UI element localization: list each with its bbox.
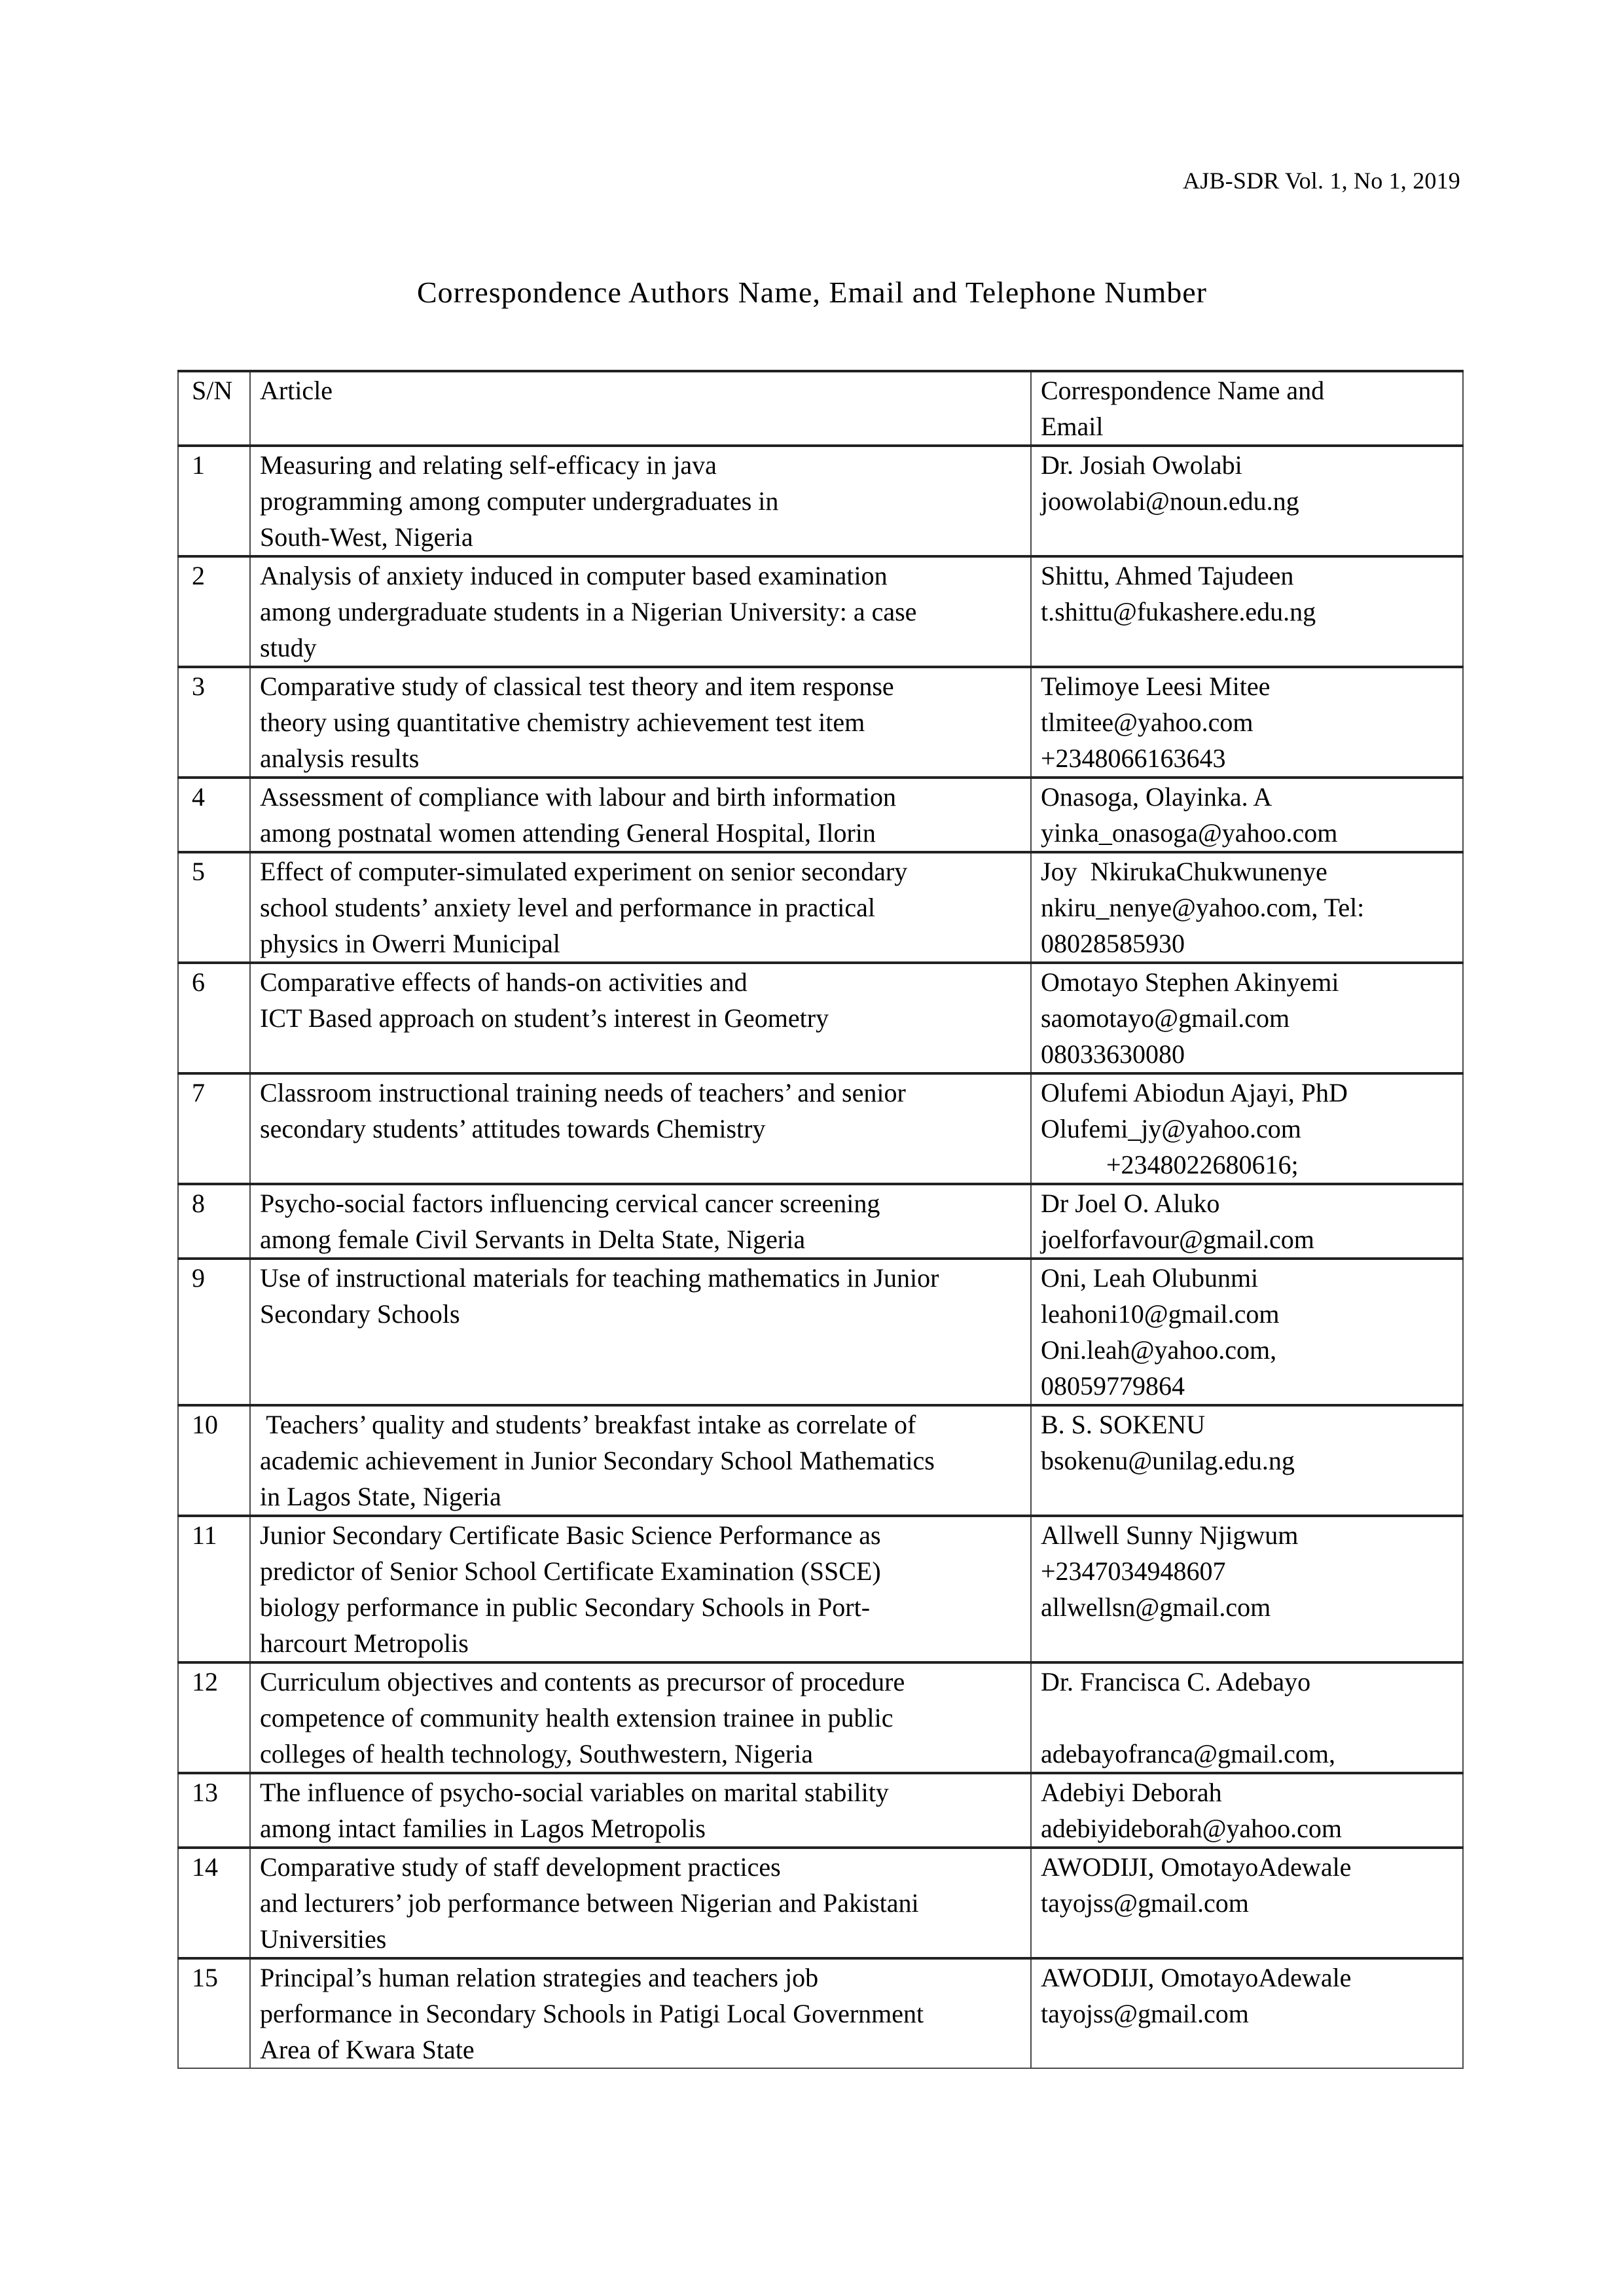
serial-number: 8 bbox=[178, 1184, 250, 1259]
author-name: Dr. Josiah Owolabi bbox=[1041, 450, 1242, 480]
serial-number: 12 bbox=[178, 1662, 250, 1773]
serial-number: 11 bbox=[178, 1516, 250, 1662]
article-line: Analysis of anxiety induced in computer based examination bbox=[260, 561, 888, 590]
article-title bbox=[250, 556, 1031, 667]
serial-number: 7 bbox=[178, 1073, 250, 1184]
correspondence-details bbox=[1031, 1662, 1463, 1773]
article-title bbox=[250, 1073, 1031, 1184]
serial-number: 14 bbox=[178, 1848, 250, 1958]
author-name: Allwell Sunny Njigwum bbox=[1041, 1520, 1299, 1550]
article-line: Comparative study of staff development practices bbox=[260, 1852, 781, 1882]
article-line: performance in Secondary Schools in Patigi Local Government bbox=[260, 1999, 924, 2028]
article-line: colleges of health technology, Southwestern, Nigeria bbox=[260, 1739, 813, 1768]
article-line: academic achievement in Junior Secondary School Mathematics bbox=[260, 1446, 935, 1475]
article-line: Use of instructional materials for teaching mathematics in Junior bbox=[260, 1263, 939, 1293]
table-row bbox=[178, 1259, 1463, 1405]
header-correspondence-line: Email bbox=[1041, 412, 1104, 441]
correspondence-details bbox=[1031, 852, 1463, 963]
author-phone: +2348066163643 bbox=[1041, 744, 1226, 773]
header-correspondence-line: Correspondence Name and bbox=[1041, 376, 1325, 405]
article-line: Junior Secondary Certificate Basic Science Performance as bbox=[260, 1520, 881, 1550]
serial-number: 4 bbox=[178, 778, 250, 852]
table-row bbox=[178, 1958, 1463, 2068]
author-phone: 08059779864 bbox=[1041, 1371, 1185, 1401]
article-line: programming among computer undergraduates in bbox=[260, 486, 779, 516]
article-line: competence of community health extension trainee in public bbox=[260, 1703, 893, 1732]
author-name: B. S. SOKENU bbox=[1041, 1410, 1206, 1439]
header-correspondence bbox=[1031, 371, 1463, 446]
author-phone: 08033630080 bbox=[1041, 1039, 1185, 1069]
article-title bbox=[250, 1184, 1031, 1259]
article-title bbox=[250, 1773, 1031, 1848]
article-line: South-West, Nigeria bbox=[260, 522, 473, 552]
author-email: Olufemi_jy@yahoo.com bbox=[1041, 1114, 1301, 1143]
author-email: joelforfavour@gmail.com bbox=[1041, 1225, 1314, 1254]
author-email: adebayofranca@gmail.com, bbox=[1041, 1739, 1335, 1768]
author-phone: 08028585930 bbox=[1041, 929, 1185, 958]
correspondence-details bbox=[1031, 1848, 1463, 1958]
article-title bbox=[250, 1405, 1031, 1516]
author-email: yinka_onasoga@yahoo.com bbox=[1041, 818, 1338, 848]
author-name: Adebiyi Deborah bbox=[1041, 1778, 1222, 1807]
table-row bbox=[178, 963, 1463, 1073]
article-line: harcourt Metropolis bbox=[260, 1628, 469, 1658]
author-name: AWODIJI, OmotayoAdewale bbox=[1041, 1852, 1352, 1882]
correspondence-details bbox=[1031, 1184, 1463, 1259]
serial-number: 5 bbox=[178, 852, 250, 963]
author-name: Dr. Francisca C. Adebayo bbox=[1041, 1667, 1311, 1696]
author-email: saomotayo@gmail.com bbox=[1041, 1003, 1290, 1033]
serial-number: 10 bbox=[178, 1405, 250, 1516]
table-row bbox=[178, 1773, 1463, 1848]
article-line: predictor of Senior School Certificate Examination (SSCE) bbox=[260, 1556, 881, 1586]
article-title bbox=[250, 1848, 1031, 1958]
article-line: school students’ anxiety level and performance in practical bbox=[260, 893, 875, 922]
running-header: AJB-SDR Vol. 1, No 1, 2019 bbox=[1183, 168, 1460, 194]
author-email: Oni.leah@yahoo.com, bbox=[1041, 1335, 1277, 1365]
article-line: study bbox=[260, 633, 317, 662]
article-line: among undergraduate students in a Nigerian University: a case bbox=[260, 597, 917, 626]
author-name: Onasoga, Olayinka. A bbox=[1041, 782, 1272, 812]
correspondence-details bbox=[1031, 1958, 1463, 2068]
correspondence-details bbox=[1031, 556, 1463, 667]
article-title bbox=[250, 778, 1031, 852]
serial-number: 13 bbox=[178, 1773, 250, 1848]
article-title bbox=[250, 446, 1031, 556]
article-line: analysis results bbox=[260, 744, 420, 773]
serial-number: 9 bbox=[178, 1259, 250, 1405]
table-row bbox=[178, 1516, 1463, 1662]
author-email: leahoni10@gmail.com bbox=[1041, 1299, 1280, 1329]
article-line: Universities bbox=[260, 1924, 387, 1954]
article-line: among intact families in Lagos Metropolis bbox=[260, 1814, 706, 1843]
author-email: adebiyideborah@yahoo.com bbox=[1041, 1814, 1343, 1843]
article-line: secondary students’ attitudes towards Chemistry bbox=[260, 1114, 766, 1143]
author-name: Olufemi Abiodun Ajayi, PhD bbox=[1041, 1078, 1348, 1107]
article-line: theory using quantitative chemistry achievement test item bbox=[260, 708, 865, 737]
serial-number: 6 bbox=[178, 963, 250, 1073]
author-phone: +2347034948607 bbox=[1041, 1556, 1226, 1586]
table-row bbox=[178, 778, 1463, 852]
author-email: nkiru_nenye@yahoo.com, Tel: bbox=[1041, 893, 1365, 922]
article-line: Effect of computer-simulated experiment on senior secondary bbox=[260, 857, 908, 886]
correspondence-details bbox=[1031, 963, 1463, 1073]
author-name: Telimoye Leesi Mitee bbox=[1041, 672, 1271, 701]
article-line: and lecturers’ job performance between Nigerian and Pakistani bbox=[260, 1888, 919, 1918]
article-title bbox=[250, 1958, 1031, 2068]
correspondence-table bbox=[177, 370, 1464, 2069]
correspondence-details bbox=[1031, 1516, 1463, 1662]
table-row bbox=[178, 1184, 1463, 1259]
author-email: joowolabi@noun.edu.ng bbox=[1041, 486, 1299, 516]
author-name: Dr Joel O. Aluko bbox=[1041, 1189, 1220, 1218]
table-header-row bbox=[178, 371, 1463, 446]
author-name: Omotayo Stephen Akinyemi bbox=[1041, 967, 1339, 997]
table-row bbox=[178, 667, 1463, 778]
article-line: Principal’s human relation strategies and teachers job bbox=[260, 1963, 819, 1992]
author-email: tayojss@gmail.com bbox=[1041, 1888, 1249, 1918]
correspondence-details bbox=[1031, 1773, 1463, 1848]
article-line: among postnatal women attending General Hospital, Ilorin bbox=[260, 818, 876, 848]
correspondence-details bbox=[1031, 446, 1463, 556]
author-email: tlmitee@yahoo.com bbox=[1041, 708, 1254, 737]
correspondence-details bbox=[1031, 667, 1463, 778]
article-title bbox=[250, 667, 1031, 778]
article-line: physics in Owerri Municipal bbox=[260, 929, 560, 958]
author-name: Shittu, Ahmed Tajudeen bbox=[1041, 561, 1294, 590]
article-title bbox=[250, 852, 1031, 963]
article-line: The influence of psycho-social variables on marital stability bbox=[260, 1778, 889, 1807]
author-name: Oni, Leah Olubunmi bbox=[1041, 1263, 1259, 1293]
table-row bbox=[178, 1405, 1463, 1516]
author-email: t.shittu@fukashere.edu.ng bbox=[1041, 597, 1316, 626]
article-title bbox=[250, 1662, 1031, 1773]
article-line: biology performance in public Secondary Schools in Port- bbox=[260, 1592, 871, 1622]
article-title bbox=[250, 963, 1031, 1073]
correspondence-details bbox=[1031, 1073, 1463, 1184]
article-line: Teachers’ quality and students’ breakfast intake as correlate of bbox=[260, 1410, 916, 1439]
page-title: Correspondence Authors Name, Email and Telephone Number bbox=[417, 276, 1207, 309]
article-line: Classroom instructional training needs of teachers’ and senior bbox=[260, 1078, 906, 1107]
serial-number: 2 bbox=[178, 556, 250, 667]
author-name: Joy NkirukaChukwunenye bbox=[1041, 857, 1327, 886]
serial-number: 3 bbox=[178, 667, 250, 778]
article-line: in Lagos State, Nigeria bbox=[260, 1482, 501, 1511]
author-email: tayojss@gmail.com bbox=[1041, 1999, 1249, 2028]
table-row bbox=[178, 1848, 1463, 1958]
article-line: Curriculum objectives and contents as precursor of procedure bbox=[260, 1667, 905, 1696]
article-title bbox=[250, 1259, 1031, 1405]
article-line: Comparative effects of hands-on activities and bbox=[260, 967, 748, 997]
article-line: Psycho-social factors influencing cervical cancer screening bbox=[260, 1189, 880, 1218]
article-line: Area of Kwara State bbox=[260, 2035, 475, 2064]
author-email: bsokenu@unilag.edu.ng bbox=[1041, 1446, 1295, 1475]
correspondence-details bbox=[1031, 778, 1463, 852]
table-row bbox=[178, 446, 1463, 556]
serial-number: 15 bbox=[178, 1958, 250, 2068]
article-line: Comparative study of classical test theory and item response bbox=[260, 672, 894, 701]
article-line: ICT Based approach on student’s interest in Geometry bbox=[260, 1003, 829, 1033]
article-line: Measuring and relating self-efficacy in java bbox=[260, 450, 717, 480]
correspondence-details bbox=[1031, 1259, 1463, 1405]
header-article: Article bbox=[250, 371, 1031, 446]
serial-number: 1 bbox=[178, 446, 250, 556]
table-body bbox=[178, 446, 1463, 2068]
article-title bbox=[250, 1516, 1031, 1662]
article-line: Secondary Schools bbox=[260, 1299, 460, 1329]
table-row bbox=[178, 1073, 1463, 1184]
correspondence-details bbox=[1031, 1405, 1463, 1516]
article-line: Assessment of compliance with labour and birth information bbox=[260, 782, 897, 812]
header-sn: S/N bbox=[178, 371, 250, 446]
table-row bbox=[178, 852, 1463, 963]
author-name: AWODIJI, OmotayoAdewale bbox=[1041, 1963, 1352, 1992]
author-email: allwellsn@gmail.com bbox=[1041, 1592, 1271, 1622]
table-row bbox=[178, 556, 1463, 667]
correspondence-line bbox=[1041, 1700, 1453, 1736]
author-phone: +2348022680616; bbox=[1041, 1150, 1299, 1179]
article-line: among female Civil Servants in Delta State, Nigeria bbox=[260, 1225, 806, 1254]
table-row bbox=[178, 1662, 1463, 1773]
